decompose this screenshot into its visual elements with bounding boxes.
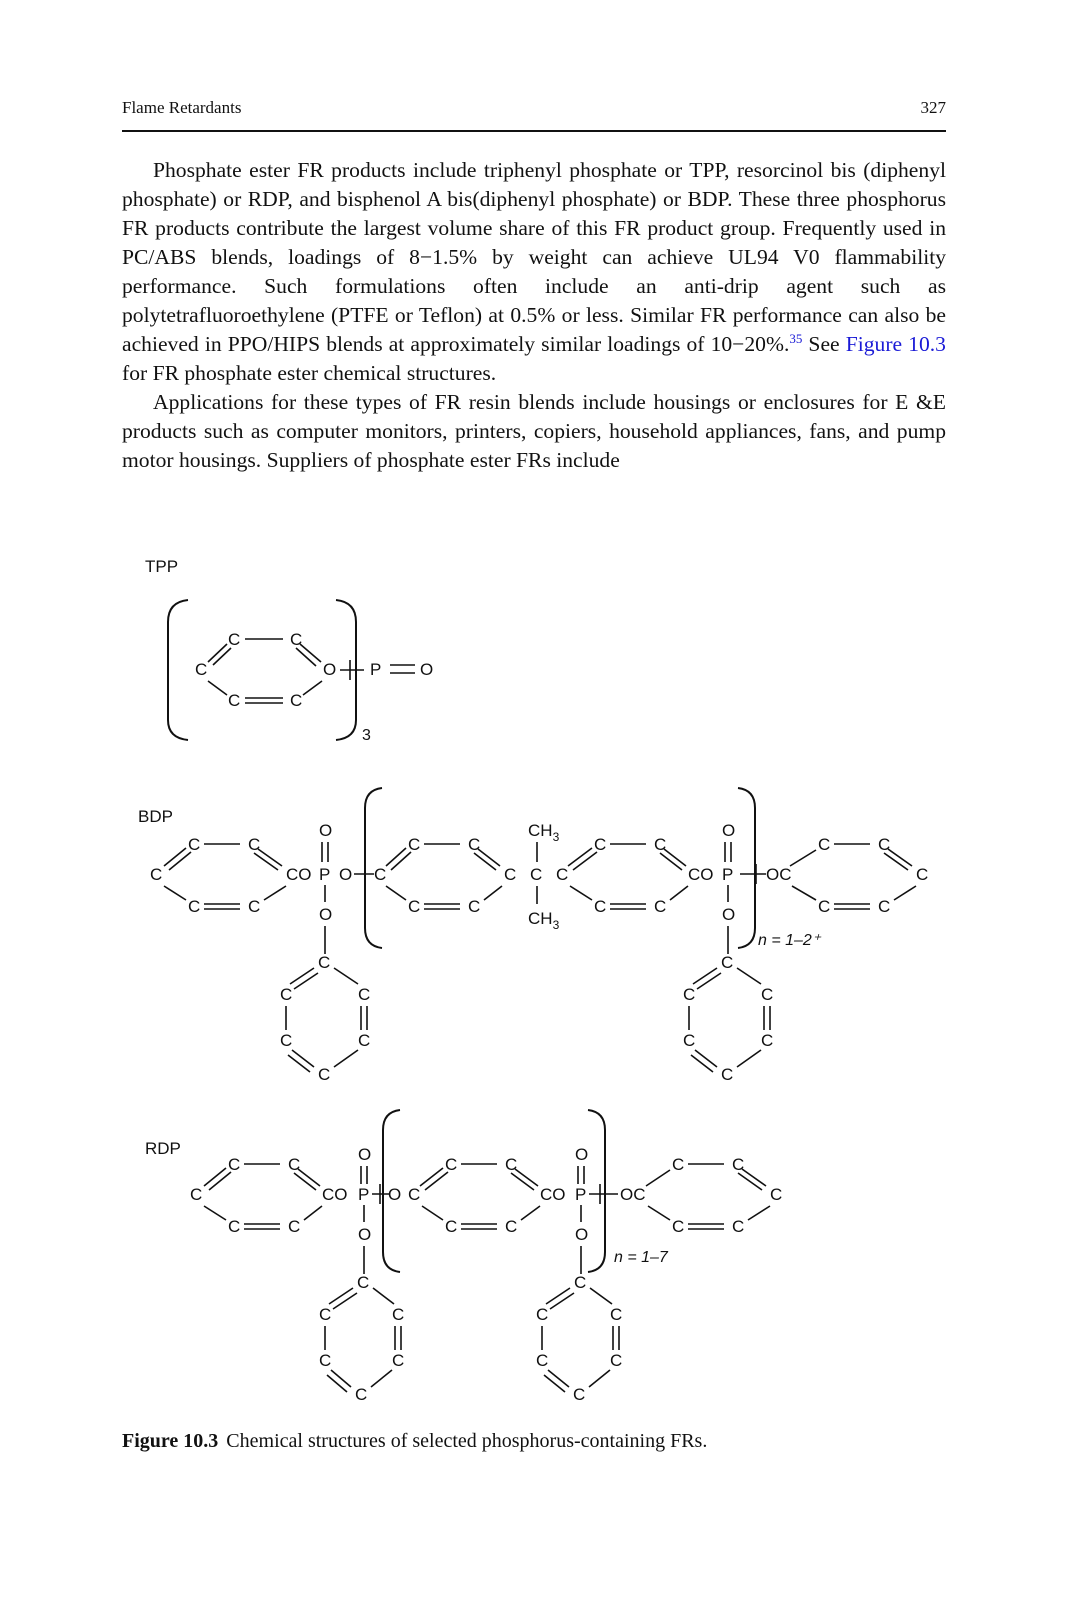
svg-text:O: O xyxy=(358,1225,372,1244)
bdp-middle-ring-2 xyxy=(556,835,714,916)
svg-text:C: C xyxy=(290,630,303,649)
svg-text:C: C xyxy=(374,865,387,884)
bdp-repeat: n = 1–2⁺ xyxy=(758,932,821,949)
svg-text:C: C xyxy=(468,835,481,854)
svg-text:C: C xyxy=(818,897,831,916)
svg-text:C: C xyxy=(228,691,241,710)
svg-text:CO: CO xyxy=(540,1185,566,1204)
svg-text:O: O xyxy=(722,905,736,924)
svg-text:C: C xyxy=(818,835,831,854)
svg-text:CO: CO xyxy=(286,865,312,884)
rdp-pendant-ring-left xyxy=(319,1273,404,1404)
paragraph-1-end: for FR phosphate ester chemical structures. xyxy=(122,361,497,385)
svg-text:C: C xyxy=(574,1273,587,1292)
svg-text:C: C xyxy=(761,985,774,1004)
bdp-left-ring xyxy=(150,835,312,916)
bdp-structure xyxy=(138,788,928,1084)
svg-text:O: O xyxy=(388,1185,402,1204)
bdp-right-ring xyxy=(790,835,928,916)
svg-text:C: C xyxy=(248,835,261,854)
svg-text:O: O xyxy=(319,821,333,840)
svg-text:C: C xyxy=(408,897,421,916)
svg-text:C: C xyxy=(573,1385,586,1404)
svg-text:C: C xyxy=(280,1031,293,1050)
svg-text:O: O xyxy=(575,1225,589,1244)
svg-text:C: C xyxy=(228,630,241,649)
rdp-repeat: n = 1–7 xyxy=(614,1249,668,1266)
svg-text:CO: CO xyxy=(322,1185,348,1204)
header-rule xyxy=(122,130,946,132)
svg-text:C: C xyxy=(672,1217,685,1236)
svg-text:C: C xyxy=(358,1031,371,1050)
chemical-structures-figure xyxy=(100,540,980,1420)
svg-text:C: C xyxy=(505,1217,518,1236)
svg-text:C: C xyxy=(468,897,481,916)
svg-text:C: C xyxy=(732,1155,745,1174)
paragraph-1-text: Phosphate ester FR products include triphenyl phosphate or TPP, resorcinol bis (diphenyl phosphate) or RDP, and bisphenol A bis(diphenyl phosphate) or BDP. These three phosphorus FR products contribute the largest volume share of this FR product group. Frequently used in PC/ABS blends, loadings of 8−1.5% by weight can achieve UL94 V0 flammability performance. Such formulations often include an anti-drip agent such as polytetrafluoroethylene (PTFE or Teflon) at 0.5% or less. Similar FR performance can also be achieved in PPO/HIPS blends at approximately similar loadings of 10−20%. xyxy=(122,158,946,356)
rdp-right-ring xyxy=(646,1155,782,1236)
tpp-bracket-left xyxy=(168,600,188,740)
tpp-label: TPP xyxy=(145,557,179,576)
svg-text:C: C xyxy=(290,691,303,710)
svg-text:O: O xyxy=(323,660,337,679)
paragraph-1-see: See xyxy=(802,332,846,356)
svg-text:O: O xyxy=(339,865,353,884)
rdp-pendant-ring-right xyxy=(536,1273,622,1404)
bdp-middle-ring-1 xyxy=(374,835,516,916)
svg-text:OC: OC xyxy=(620,1185,646,1204)
svg-text:O: O xyxy=(420,660,434,679)
svg-text:C: C xyxy=(358,985,371,1004)
svg-text:CO: CO xyxy=(688,865,714,884)
body-text xyxy=(122,156,946,475)
tpp-structure xyxy=(145,557,433,744)
svg-text:C: C xyxy=(654,897,667,916)
svg-text:C: C xyxy=(610,1351,623,1370)
svg-text:C: C xyxy=(355,1385,368,1404)
svg-text:C: C xyxy=(536,1305,549,1324)
bdp-label: BDP xyxy=(138,807,173,826)
svg-text:C: C xyxy=(530,865,543,884)
rdp-structure xyxy=(145,1110,782,1404)
svg-text:C: C xyxy=(228,1217,241,1236)
rdp-phosphorus-right: P xyxy=(575,1185,587,1204)
svg-text:C: C xyxy=(408,1185,421,1204)
svg-text:C: C xyxy=(683,1031,696,1050)
running-header xyxy=(122,98,946,122)
running-title: Flame Retardants xyxy=(122,98,242,117)
page-number: 327 xyxy=(920,98,946,117)
tpp-ring xyxy=(195,630,336,710)
bdp-methyl-top: $CH_3$ xyxy=(528,821,560,844)
figure-link[interactable]: Figure 10.3 xyxy=(845,332,946,356)
rdp-middle-ring xyxy=(408,1155,566,1236)
svg-text:C: C xyxy=(556,865,569,884)
svg-text:O: O xyxy=(319,905,333,924)
paragraph-1 xyxy=(122,156,946,388)
svg-text:C: C xyxy=(721,1065,734,1084)
svg-text:C: C xyxy=(672,1155,685,1174)
svg-text:C: C xyxy=(188,897,201,916)
bdp-phosphorus-left: P xyxy=(319,865,331,884)
svg-text:C: C xyxy=(654,835,667,854)
svg-text:C: C xyxy=(761,1031,774,1050)
svg-text:C: C xyxy=(318,953,331,972)
svg-text:C: C xyxy=(288,1217,301,1236)
bdp-methyl-bottom: $CH_3$ xyxy=(528,909,560,932)
figure-caption xyxy=(122,1430,946,1453)
bdp-bracket-right xyxy=(738,788,755,948)
svg-text:C: C xyxy=(319,1351,332,1370)
svg-text:C: C xyxy=(594,835,607,854)
svg-text:C: C xyxy=(594,897,607,916)
svg-text:C: C xyxy=(408,835,421,854)
rdp-label: RDP xyxy=(145,1139,181,1158)
svg-text:C: C xyxy=(190,1185,203,1204)
svg-text:C: C xyxy=(248,897,261,916)
svg-text:C: C xyxy=(392,1305,405,1324)
figure-caption-label: Figure 10.3 xyxy=(122,1430,219,1452)
svg-text:C: C xyxy=(288,1155,301,1174)
paragraph-2 xyxy=(122,388,946,475)
svg-text:C: C xyxy=(504,865,517,884)
svg-text:C: C xyxy=(878,835,891,854)
citation-ref[interactable]: 35 xyxy=(789,331,803,346)
svg-text:C: C xyxy=(770,1185,783,1204)
svg-text:C: C xyxy=(445,1155,458,1174)
bdp-pendant-ring-right xyxy=(683,953,773,1084)
svg-text:C: C xyxy=(318,1065,331,1084)
svg-text:C: C xyxy=(721,953,734,972)
svg-text:C: C xyxy=(878,897,891,916)
tpp-phosphorus: P xyxy=(370,660,382,679)
svg-text:C: C xyxy=(195,660,208,679)
svg-text:C: C xyxy=(319,1305,332,1324)
svg-text:O: O xyxy=(575,1145,589,1164)
svg-text:C: C xyxy=(150,865,163,884)
svg-text:C: C xyxy=(683,985,696,1004)
bdp-phosphorus-right: P xyxy=(722,865,734,884)
paragraph-2-text: Applications for these types of FR resin blends include housings or enclosures for E &E products such as computer monitors, printers, copiers, household appliances, fans, and pump motor housings. Suppliers of phosphate ester FRs include xyxy=(122,390,946,472)
svg-text:C: C xyxy=(392,1351,405,1370)
svg-text:C: C xyxy=(357,1273,370,1292)
svg-text:C: C xyxy=(732,1217,745,1236)
svg-text:O: O xyxy=(722,821,736,840)
svg-text:C: C xyxy=(280,985,293,1004)
svg-text:C: C xyxy=(610,1305,623,1324)
rdp-bracket-right xyxy=(588,1110,605,1272)
svg-text:O: O xyxy=(358,1145,372,1164)
svg-text:C: C xyxy=(228,1155,241,1174)
svg-text:C: C xyxy=(445,1217,458,1236)
tpp-repeat: 3 xyxy=(362,727,371,744)
svg-text:C: C xyxy=(536,1351,549,1370)
svg-text:C: C xyxy=(505,1155,518,1174)
svg-text:C: C xyxy=(916,865,929,884)
figure-caption-text: Chemical structures of selected phosphorus-containing FRs. xyxy=(226,1430,708,1452)
svg-text:C: C xyxy=(188,835,201,854)
bdp-pendant-ring-left xyxy=(280,953,370,1084)
rdp-left-ring xyxy=(190,1155,348,1236)
svg-text:OC: OC xyxy=(766,865,792,884)
rdp-phosphorus-left: P xyxy=(358,1185,370,1204)
